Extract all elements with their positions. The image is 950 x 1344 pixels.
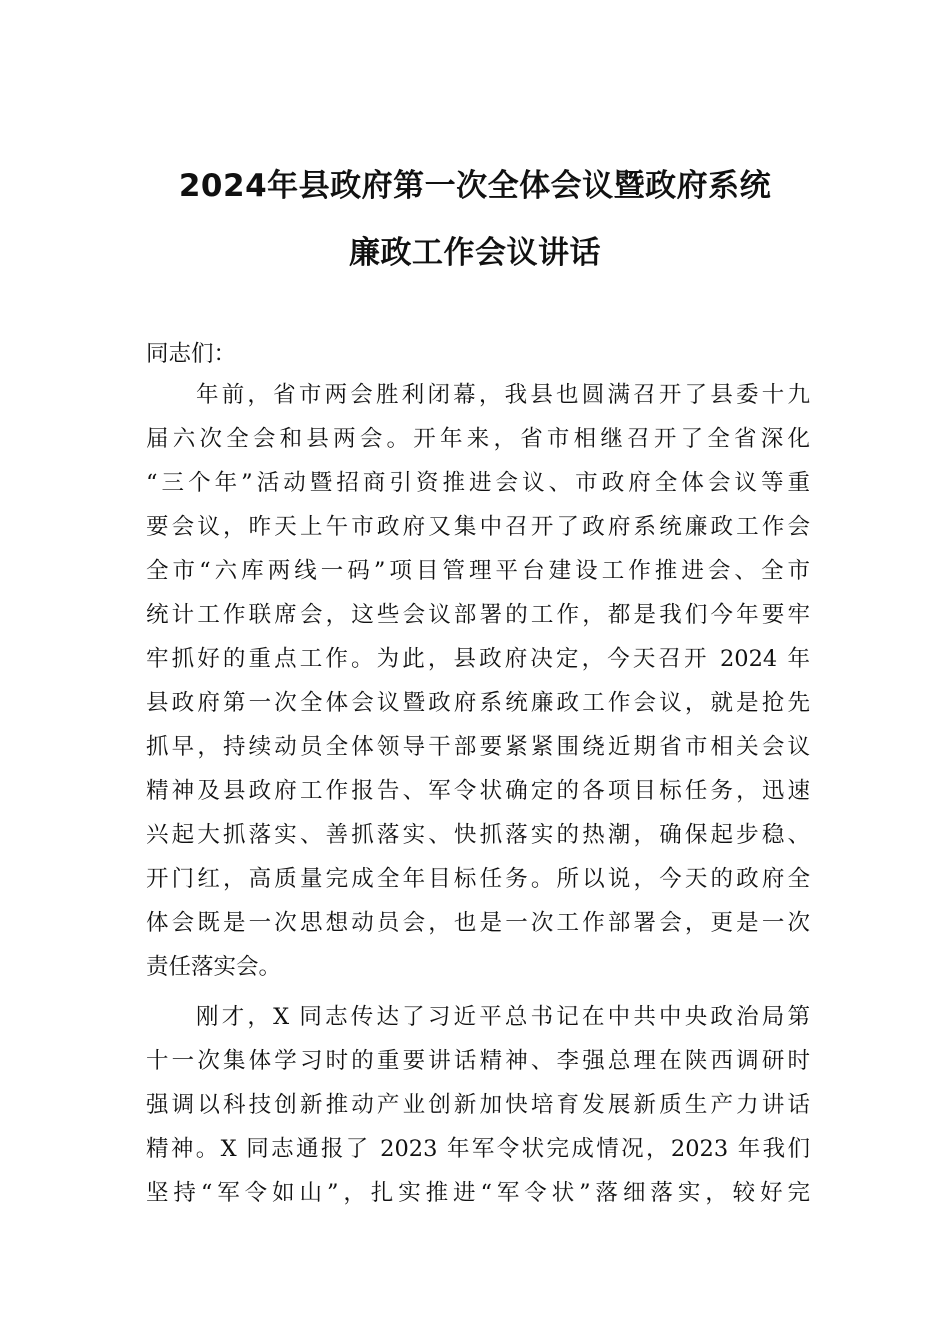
paragraph-1-line: 要会议，昨天上午市政府又集中召开了政府系统廉政工作会 xyxy=(146,514,810,540)
document-title-line-2: 廉政工作会议讲话 xyxy=(349,235,601,271)
paragraph-1-line: 牢抓好的重点工作。为此，县政府决定，今天召开 2024 年 xyxy=(146,646,810,672)
salutation: 同志们： xyxy=(146,341,237,367)
paragraph-2-line: 强调以科技创新推动产业创新加快培育发展新质生产力讲话 xyxy=(146,1092,810,1118)
paragraph-2-line: 刚才，X 同志传达了习近平总书记在中共中央政治局第 xyxy=(196,1004,810,1030)
paragraph-1-line: 开门红，高质量完成全年目标任务。所以说，今天的政府全 xyxy=(146,866,810,892)
document-title-line-1: 2024年县政府第一次全体会议暨政府系统 xyxy=(178,168,772,204)
paragraph-2-line: 坚持“军令如山”，扎实推进“军令状”落细落实，较好完 xyxy=(146,1180,810,1206)
paragraph-1-line: 体会既是一次思想动员会，也是一次工作部署会，更是一次 xyxy=(146,910,810,936)
paragraph-1-line: 全市“六库两线一码”项目管理平台建设工作推进会、全市 xyxy=(146,558,810,584)
paragraph-1-line: 统计工作联席会，这些会议部署的工作，都是我们今年要牢 xyxy=(146,602,810,628)
paragraph-1-line: 精神及县政府工作报告、军令状确定的各项目标任务，迅速 xyxy=(146,778,810,804)
paragraph-1-line: 兴起大抓落实、善抓落实、快抓落实的热潮，确保起步稳、 xyxy=(146,822,810,848)
paragraph-2-line: 十一次集体学习时的重要讲话精神、李强总理在陕西调研时 xyxy=(146,1048,810,1074)
paragraph-2-line: 精神。X 同志通报了 2023 年军令状完成情况，2023 年我们 xyxy=(146,1136,810,1162)
paragraph-1-line: “三个年”活动暨招商引资推进会议、市政府全体会议等重 xyxy=(146,470,810,496)
paragraph-1-line: 责任落实会。 xyxy=(146,954,282,980)
paragraph-1-line: 年前，省市两会胜利闭幕，我县也圆满召开了县委十九 xyxy=(196,382,810,408)
paragraph-1-line: 届六次全会和县两会。开年来，省市相继召开了全省深化 xyxy=(146,426,810,452)
paragraph-1-line: 县政府第一次全体会议暨政府系统廉政工作会议，就是抢先 xyxy=(146,690,810,716)
paragraph-1-line: 抓早，持续动员全体领导干部要紧紧围绕近期省市相关会议 xyxy=(146,734,810,760)
